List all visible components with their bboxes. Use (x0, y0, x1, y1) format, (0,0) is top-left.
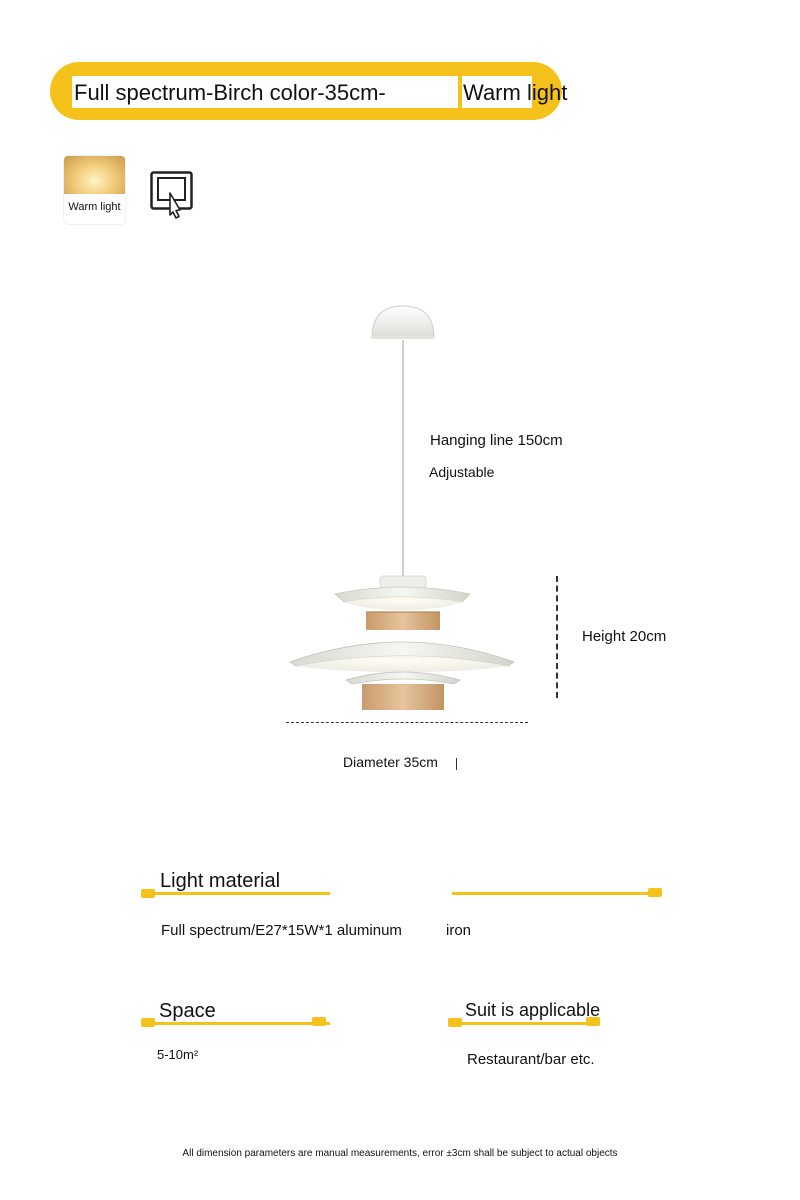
suit-heading: Suit is applicable (465, 1000, 601, 1020)
height-dimension-line (556, 576, 558, 698)
adjustable-label: Adjustable (429, 464, 495, 480)
diameter-dimension-line (286, 722, 528, 723)
rule-end-cap (448, 1018, 462, 1027)
height-label: Height 20cm (582, 628, 667, 645)
light-material-value-material: iron (446, 922, 472, 939)
diameter-tick (456, 758, 457, 770)
variant-label: Full spectrum-Birch color-35cm- (74, 80, 386, 105)
rule-end-cap (648, 888, 662, 897)
measurement-disclaimer: All dimension parameters are manual measurements, error ±3cm shall be subject to actual objects (182, 1148, 618, 1159)
rule-end-cap (141, 889, 155, 898)
warm-light-swatch (64, 156, 125, 224)
pendant-lamp-illustration (280, 300, 530, 710)
light-material-value: Full spectrum/E27*15W*1 aluminum (161, 922, 402, 939)
light-type-label: Warm light (463, 80, 568, 105)
light-material-rule-right (452, 892, 658, 895)
swatch-label: Warm light (68, 201, 121, 213)
light-material-heading: Light material (160, 870, 281, 892)
space-value: 5-10m² (157, 1047, 199, 1062)
suit-rule (450, 1022, 600, 1025)
hanging-line-label: Hanging line 150cm (430, 432, 563, 449)
warm-light-glow (64, 156, 125, 194)
diameter-label: Diameter 35cm (343, 754, 438, 770)
suit-value: Restaurant/bar etc. (467, 1051, 595, 1068)
switch-touch-icon (150, 171, 194, 221)
rule-end-cap (312, 1017, 326, 1026)
rule-end-cap (141, 1018, 155, 1027)
space-heading: Space (159, 1000, 216, 1022)
